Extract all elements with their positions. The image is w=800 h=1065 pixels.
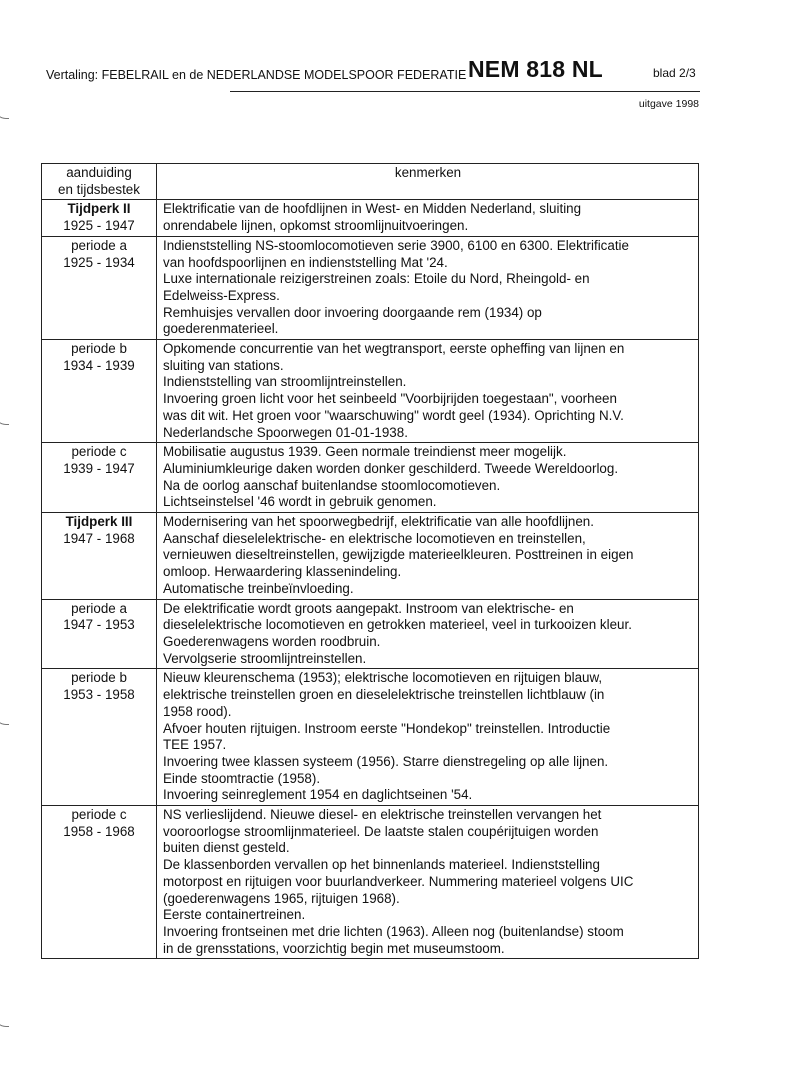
table-row [42, 443, 699, 513]
edition-label: uitgave 1998 [638, 98, 699, 110]
characteristics-line: motorpost en rijtuigen voor buurlandverkeer. Nummering materieel volgens UIC [163, 873, 634, 889]
period-cell [42, 599, 157, 669]
header-designation-line: en tijdsbestek [58, 181, 140, 197]
period-name: periode a [71, 600, 127, 616]
characteristics-line: in de grensstations, voorzichtig begin met museumstoom. [163, 940, 505, 956]
characteristics-line: Aluminiumkleurige daken worden donker geschilderd. Tweede Wereldoorlog. [163, 460, 619, 476]
table-row [42, 806, 699, 959]
period-name: periode a [71, 237, 127, 253]
characteristics-line: Modernisering van het spoorwegbedrijf, elektrificatie van alle hoofdlijnen. [163, 514, 594, 530]
characteristics-line: Aanschaf dieselelektrische- en elektrische locomotieven en treinstellen, [163, 530, 586, 546]
translation-credit: Vertaling: FEBELRAIL en de NEDERLANDSE MODELSPOOR FEDERATIE [46, 68, 467, 82]
characteristics-cell [157, 669, 699, 806]
period-name: periode c [71, 807, 127, 823]
characteristics-line: was dit wit. Het groen voor "waarschuwing" wordt geel (1934). Oprichting N.V. [163, 407, 624, 423]
characteristics-line: Luxe internationale reizigerstreinen zoals: Etoile du Nord, Rheingold- en [163, 271, 590, 287]
characteristics-line: dieselelektrische locomotieven en getrokken materieel, veel in turkooizen kleur. [163, 617, 632, 633]
characteristics-line: Afvoer houten rijtuigen. Instroom eerste "Hondekop" treinstellen. Introductie [163, 720, 611, 736]
table-header-row [42, 164, 699, 200]
period-cell [42, 236, 157, 339]
characteristics-line: Goederenwagens worden roodbruin. [163, 633, 381, 649]
period-years: 1958 - 1968 [63, 823, 135, 839]
characteristics-line: Einde stoomtractie (1958). [163, 770, 321, 786]
header-characteristics-label: kenmerken [394, 165, 462, 180]
page-header [46, 56, 706, 86]
period-name: periode b [71, 670, 127, 686]
characteristics-line: onrendabele lijnen, opkomst stroomlijnuitvoeringen. [163, 218, 469, 234]
characteristics-line: van hoofdspoorlijnen en indienststelling Mat '24. [163, 254, 448, 270]
punch-hole-mark [0, 1012, 9, 1027]
characteristics-line: Nieuw kleurenschema (1953); elektrische locomotieven en rijtuigen blauw, [163, 670, 603, 686]
characteristics-line: omloop. Herwaardering klassenindeling. [163, 564, 402, 580]
characteristics-line: Edelweiss-Express. [163, 287, 280, 303]
header-divider [230, 91, 700, 92]
table-row [42, 599, 699, 669]
period-name: Tijdperk II [67, 201, 131, 217]
characteristics-cell [157, 513, 699, 600]
characteristics-cell [157, 806, 699, 959]
characteristics-line: Mobilisatie augustus 1939. Geen normale treindienst meer mogelijk. [163, 444, 567, 460]
characteristics-line: buiten dienst gesteld. [163, 840, 290, 856]
characteristics-line: sluiting van stations. [163, 357, 284, 373]
header-designation-line: aanduiding [66, 165, 132, 180]
characteristics-line: Invoering twee klassen systeem (1956). Starre dienstregeling op alle lijnen. [163, 753, 609, 769]
characteristics-line: 1958 rood). [163, 703, 232, 719]
period-years: 1934 - 1939 [63, 357, 135, 373]
table-row [42, 513, 699, 600]
header-characteristics [157, 164, 699, 200]
characteristics-line: Automatische treinbeïnvloeding. [163, 580, 354, 596]
characteristics-line: vooroorlogse stroomlijnmaterieel. De laatste stalen coupérijtuigen worden [163, 823, 599, 839]
characteristics-line: NS verlieslijdend. Nieuwe diesel- en elektrische treinstellen vervangen het [163, 807, 602, 823]
era-rows [42, 200, 699, 959]
characteristics-line: Opkomende concurrentie van het wegtransport, eerste opheffing van lijnen en [163, 341, 625, 357]
characteristics-line: elektrische treinstellen groen en dieselelektrische treinstellen lichtblauw (in [163, 687, 605, 703]
characteristics-cell [157, 599, 699, 669]
period-cell [42, 200, 157, 236]
characteristics-line: TEE 1957. [163, 737, 227, 753]
period-name: periode b [71, 341, 127, 357]
table-row [42, 669, 699, 806]
sheet-number: blad 2/3 [653, 66, 696, 80]
period-years: 1939 - 1947 [63, 460, 135, 476]
characteristics-line: Invoering groen licht voor het seinbeeld "Voorbijrijden toegestaan", voorheen [163, 391, 617, 407]
characteristics-line: De elektrificatie wordt groots aangepakt. Instroom van elektrische- en [163, 600, 574, 616]
characteristics-line: Lichtseinstelsel '46 wordt in gebruik genomen. [163, 494, 437, 510]
characteristics-line: Indienststelling van stroomlijntreinstellen. [163, 374, 407, 390]
characteristics-line: Elektrificatie van de hoofdlijnen in West- en Midden Nederland, sluiting [163, 201, 582, 217]
period-cell [42, 340, 157, 443]
characteristics-cell [157, 340, 699, 443]
document-title: NEM 818 NL [468, 56, 603, 82]
period-cell [42, 806, 157, 959]
characteristics-line: Invoering seinreglement 1954 en daglichtseinen '54. [163, 787, 473, 803]
characteristics-line: Na de oorlog aanschaf buitenlandse stoomlocomotieven. [163, 477, 501, 493]
characteristics-line: Indienststelling NS-stoomlocomotieven serie 3900, 6100 en 6300. Elektrificatie [163, 237, 629, 253]
characteristics-line: goederenmaterieel. [163, 321, 279, 337]
punch-hole-mark [0, 710, 9, 725]
characteristics-line: Vervolgserie stroomlijntreinstellen. [163, 650, 367, 666]
period-cell [42, 443, 157, 513]
characteristics-cell [157, 200, 699, 236]
characteristics-line: Invoering frontseinen met drie lichten (1963). Alleen nog (buitenlandse) stoom [163, 923, 624, 939]
characteristics-line: De klassenborden vervallen op het binnenlands materieel. Indienststelling [163, 857, 600, 873]
characteristics-line: (goederenwagens 1965, rijtuigen 1968). [163, 890, 400, 906]
period-years: 1947 - 1968 [63, 530, 135, 546]
characteristics-line: Eerste containertreinen. [163, 907, 306, 923]
characteristics-cell [157, 443, 699, 513]
table-row [42, 200, 699, 236]
period-name: Tijdperk III [65, 514, 133, 530]
characteristics-line: vernieuwen dieseltreinstellen, gewijzigde materieelkleuren. Posttreinen in eigen [163, 547, 634, 563]
period-years: 1925 - 1934 [63, 254, 135, 270]
punch-hole-mark [0, 104, 9, 119]
characteristics-line: Nederlandsche Spoorwegen 01-01-1938. [163, 424, 408, 440]
period-name: periode c [71, 444, 127, 460]
period-cell [42, 513, 157, 600]
table-row [42, 236, 699, 339]
characteristics-cell [157, 236, 699, 339]
period-cell [42, 669, 157, 806]
header-designation [42, 164, 157, 200]
era-table [41, 163, 699, 959]
characteristics-line: Remhuisjes vervallen door invoering doorgaande rem (1934) op [163, 304, 542, 320]
punch-hole-mark [0, 410, 9, 425]
period-years: 1947 - 1953 [63, 617, 135, 633]
period-years: 1925 - 1947 [63, 218, 135, 234]
table-row [42, 340, 699, 443]
period-years: 1953 - 1958 [63, 687, 135, 703]
